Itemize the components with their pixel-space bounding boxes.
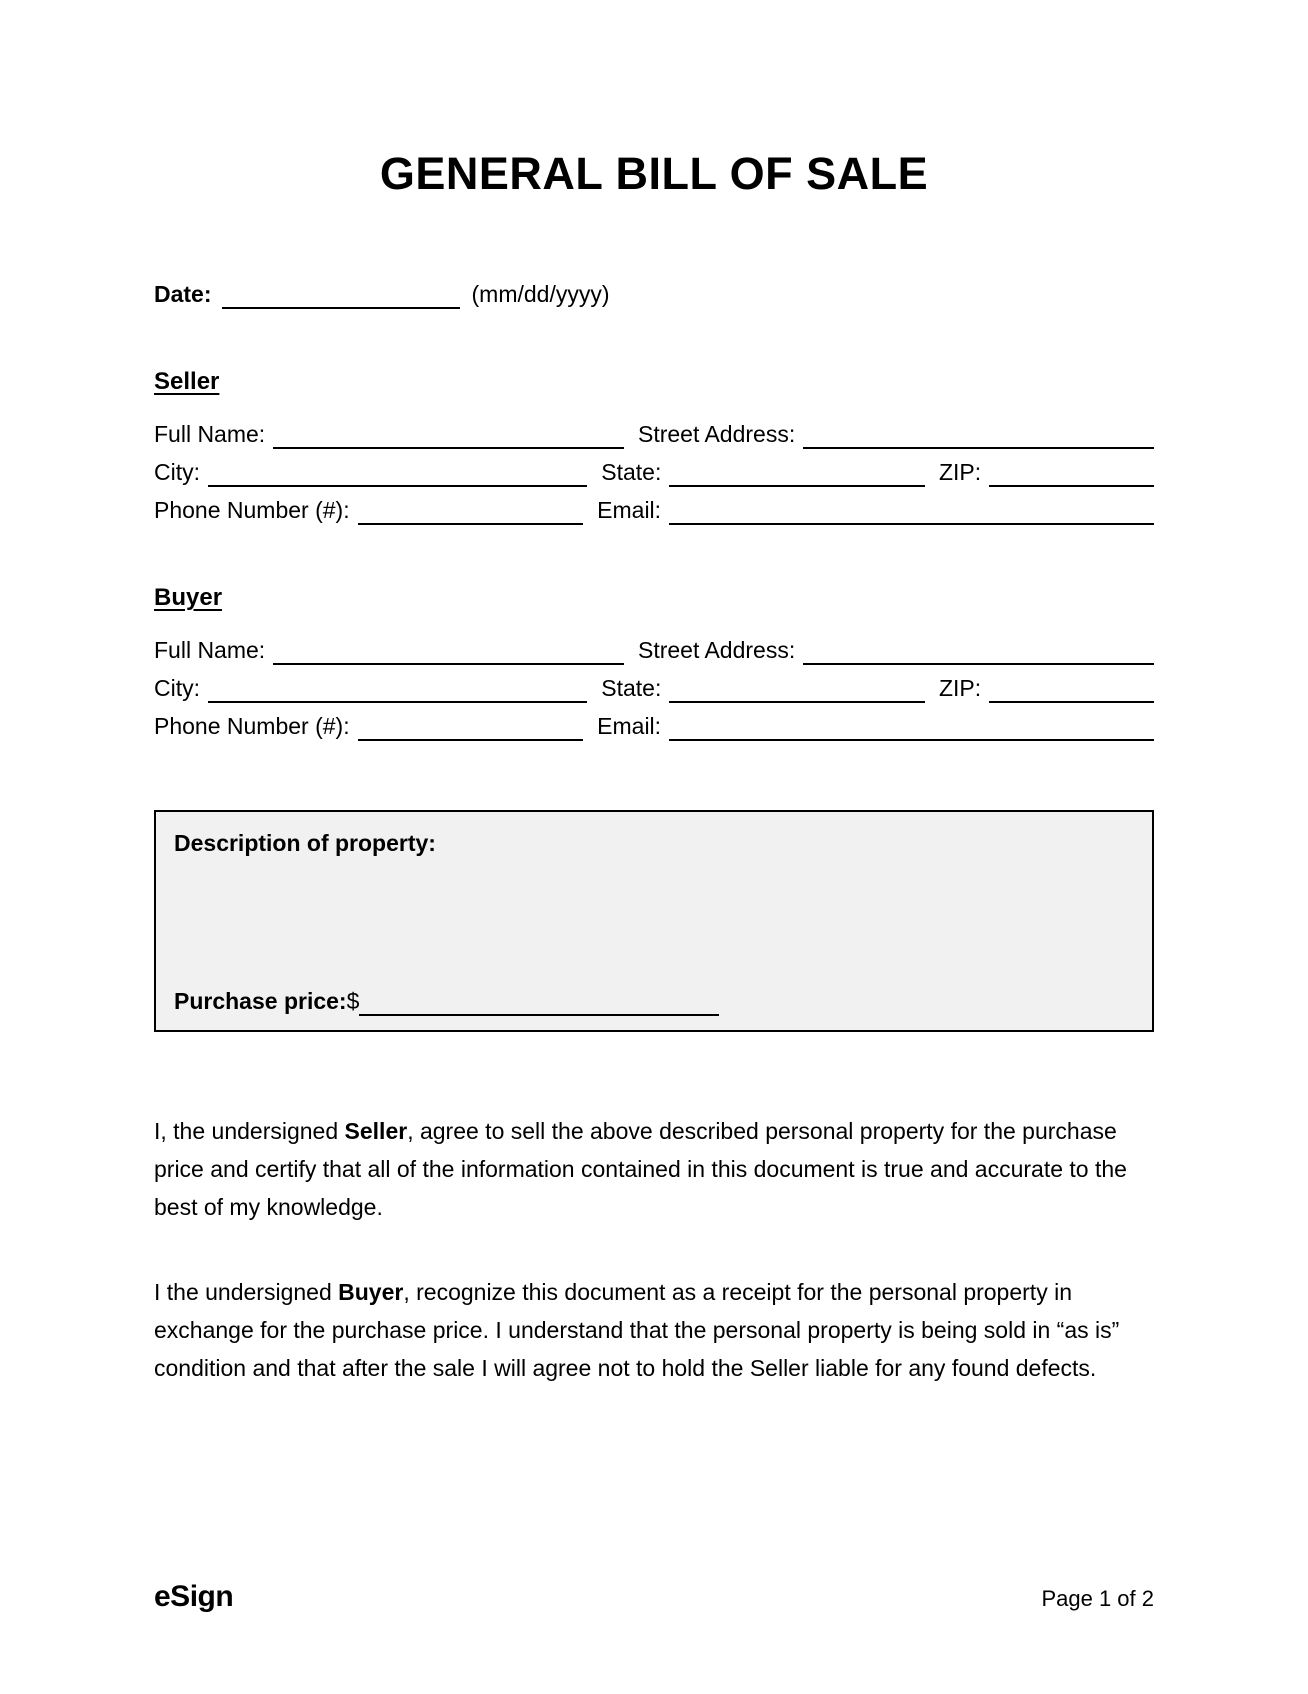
seller-street-address-label: Street Address: bbox=[637, 421, 796, 447]
page-number-label: Page 1 of 2 bbox=[1041, 1586, 1154, 1611]
seller-city-label: City: bbox=[154, 459, 200, 485]
buyer-street-address-line[interactable] bbox=[803, 635, 1154, 665]
buyer-city-line[interactable] bbox=[208, 673, 587, 703]
property-description-input-area[interactable] bbox=[174, 858, 1134, 986]
buyer-zip-label: ZIP: bbox=[938, 675, 982, 701]
seller-phone-label: Phone Number (#): bbox=[154, 497, 350, 523]
buyer-street-address-label: Street Address: bbox=[637, 637, 796, 663]
page-title: GENERAL BILL OF SALE bbox=[379, 148, 929, 199]
seller-full-name-label: Full Name: bbox=[154, 421, 266, 447]
seller-paragraph-bold-term: Seller bbox=[344, 1118, 408, 1144]
purchase-price-label: Purchase price: bbox=[174, 988, 347, 1014]
buyer-paragraph-bold-term: Buyer bbox=[338, 1279, 404, 1305]
buyer-city-label: City: bbox=[154, 675, 200, 701]
seller-section-heading: Seller bbox=[154, 368, 220, 395]
buyer-phone-email-row bbox=[154, 711, 1154, 741]
purchase-price-row bbox=[174, 986, 1134, 1016]
seller-zip-label: ZIP: bbox=[938, 459, 982, 485]
seller-full-name-line[interactable] bbox=[273, 419, 624, 449]
buyer-agreement-paragraph bbox=[154, 1273, 1154, 1387]
buyer-phone-line[interactable] bbox=[358, 711, 584, 741]
buyer-full-name-label: Full Name: bbox=[154, 637, 266, 663]
buyer-paragraph-prefix: I the undersigned bbox=[154, 1279, 339, 1305]
page-footer bbox=[154, 1580, 1154, 1614]
currency-symbol: $ bbox=[346, 988, 360, 1014]
seller-phone-line[interactable] bbox=[358, 495, 584, 525]
seller-zip-line[interactable] bbox=[989, 457, 1154, 487]
buyer-zip-line[interactable] bbox=[989, 673, 1154, 703]
date-label: Date: bbox=[154, 281, 212, 307]
seller-state-label: State: bbox=[601, 459, 662, 485]
buyer-state-label: State: bbox=[601, 675, 662, 701]
seller-name-address-row bbox=[154, 419, 1154, 449]
property-description-box bbox=[154, 810, 1154, 1032]
esign-logo: eSign bbox=[154, 1580, 234, 1613]
buyer-email-line[interactable] bbox=[669, 711, 1154, 741]
seller-city-state-zip-row bbox=[154, 457, 1154, 487]
seller-paragraph-rest: , agree to sell the above described personal property for the purchase price and certify that all of the information contained in this document is true and accurate to the best of my knowledge. bbox=[154, 1118, 1127, 1220]
purchase-price-line[interactable] bbox=[359, 986, 719, 1016]
buyer-phone-label: Phone Number (#): bbox=[154, 713, 350, 739]
seller-agreement-paragraph bbox=[154, 1112, 1154, 1226]
buyer-name-address-row bbox=[154, 635, 1154, 665]
buyer-section-heading: Buyer bbox=[154, 584, 223, 611]
buyer-state-line[interactable] bbox=[669, 673, 925, 703]
seller-paragraph-prefix: I, the undersigned bbox=[154, 1118, 345, 1144]
date-format-hint: (mm/dd/yyyy) bbox=[471, 281, 610, 307]
buyer-email-label: Email: bbox=[597, 713, 662, 739]
description-of-property-label: Description of property: bbox=[174, 830, 436, 856]
buyer-full-name-line[interactable] bbox=[273, 635, 624, 665]
seller-email-label: Email: bbox=[597, 497, 662, 523]
date-input-line[interactable] bbox=[222, 279, 460, 309]
seller-street-address-line[interactable] bbox=[803, 419, 1154, 449]
seller-city-line[interactable] bbox=[208, 457, 587, 487]
seller-state-line[interactable] bbox=[669, 457, 925, 487]
buyer-paragraph-rest: , recognize this document as a receipt for the personal property in exchange for the purchase price. I understand that the personal property is being sold in “as is” condition and that after the sale I will agree not to hold the Seller liable for any found defects. bbox=[154, 1279, 1120, 1381]
seller-email-line[interactable] bbox=[669, 495, 1154, 525]
buyer-city-state-zip-row bbox=[154, 673, 1154, 703]
date-row bbox=[154, 279, 1154, 309]
seller-phone-email-row bbox=[154, 495, 1154, 525]
